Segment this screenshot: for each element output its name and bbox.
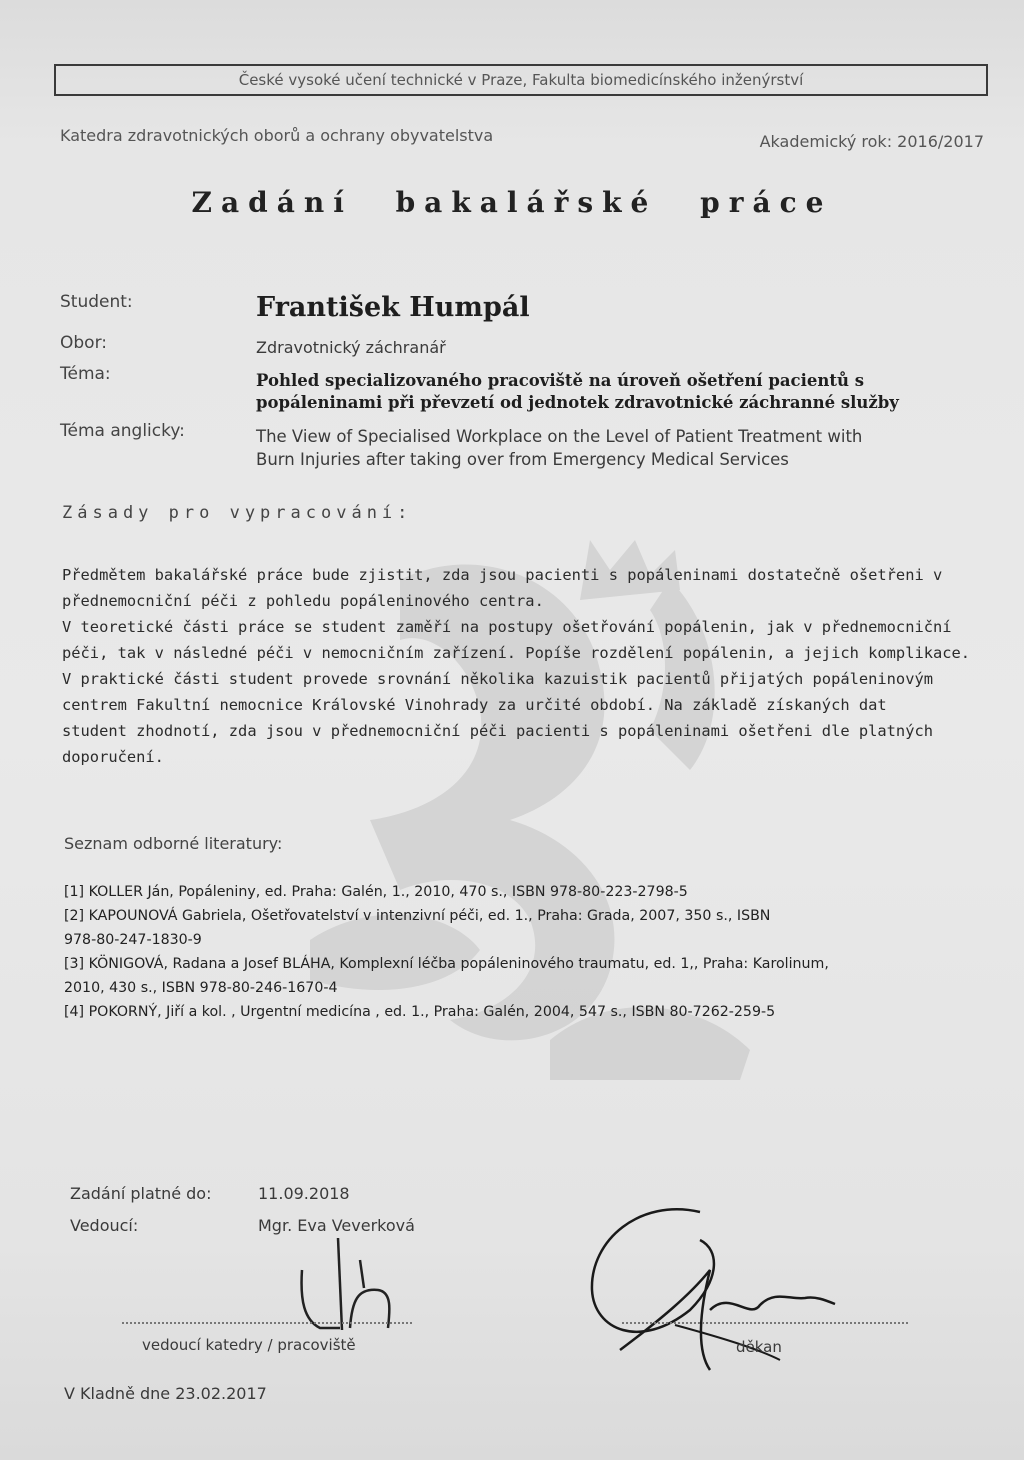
literature-list xyxy=(64,880,964,1024)
dean-signature-icon xyxy=(580,1200,840,1380)
literature-heading: Seznam odborné literatury: xyxy=(64,834,283,853)
principles-line: doporučení. xyxy=(62,748,164,766)
student-name: František Humpál xyxy=(256,292,530,323)
topic-line: popáleninami při převzetí od jednotek zdravotnické záchranné služby xyxy=(256,393,899,412)
topic-en-text xyxy=(256,425,976,471)
field-label: Obor: xyxy=(60,333,107,353)
principles-line: V teoretické části práce se student zaměří na postupy ošetřování popálenin, jak v přednemocniční xyxy=(62,618,952,636)
topic-text xyxy=(256,370,976,414)
principles-line: péči, tak v následné péči v nemocničním zařízení. Popíše rozdělení popálenin, a jejich komplikace. xyxy=(62,644,971,662)
literature-item: 2010, 430 s., ISBN 978-80-246-1670-4 xyxy=(64,980,338,996)
topic-line: Pohled specializovaného pracoviště na úroveň ošetření pacientů s xyxy=(256,371,865,390)
principles-body xyxy=(62,562,982,770)
literature-item: [4] POKORNÝ, Jiří a kol. , Urgentní medicína , ed. 1., Praha: Galén, 2004, 547 s., ISBN 80-7262-259-5 xyxy=(64,1004,776,1020)
head-of-department-label: vedoucí katedry / pracoviště xyxy=(142,1336,356,1354)
literature-item: [1] KOLLER Ján, Popáleniny, ed. Praha: Galén, 1., 2010, 470 s., ISBN 978-80-223-2798-5 xyxy=(64,884,688,900)
supervisor-label: Vedoucí: xyxy=(70,1216,139,1235)
literature-item: [2] KAPOUNOVÁ Gabriela, Ošetřovatelství v intenzivní péči, ed. 1., Praha: Grada, 2007, 350 s., ISBN xyxy=(64,908,771,924)
principles-line: V praktické části student provede srovnání několika kazuistik pacientů přijatých popáleninovým xyxy=(62,670,933,688)
valid-until-label: Zadání platné do: xyxy=(70,1184,212,1203)
academic-year: Akademický rok: 2016/2017 xyxy=(759,132,984,151)
principles-heading: Zásady pro vypracování: xyxy=(62,503,413,523)
topic-en-line: Burn Injuries after taking over from Emergency Medical Services xyxy=(256,450,789,469)
field-of-study: Zdravotnický záchranář xyxy=(256,338,446,357)
topic-en-line: The View of Specialised Workplace on the Level of Patient Treatment with xyxy=(256,427,863,446)
place-and-date: V Kladně dne 23.02.2017 xyxy=(64,1384,267,1403)
topic-label: Téma: xyxy=(60,364,111,384)
topic-en-label: Téma anglicky: xyxy=(60,421,185,441)
valid-until-date: 11.09.2018 xyxy=(258,1184,350,1203)
principles-line: centrem Fakultní nemocnice Královské Vinohrady za určité období. Na základě získaných dat xyxy=(62,696,887,714)
principles-line: student zhodnotí, zda jsou v přednemocniční péči pacienti s popáleninami ošetřeni dle platných xyxy=(62,722,933,740)
dean-signature-line xyxy=(622,1322,908,1324)
dean-label: děkan xyxy=(736,1338,782,1356)
department-name: Katedra zdravotnických oborů a ochrany obyvatelstva xyxy=(60,126,494,145)
literature-item: [3] KÖNIGOVÁ, Radana a Josef BLÁHA, Komplexní léčba popáleninového traumatu, ed. 1,, Praha: Karolinum, xyxy=(64,956,829,972)
literature-item: 978-80-247-1830-9 xyxy=(64,932,202,948)
principles-line: Předmětem bakalářské práce bude zjistit, zda jsou pacienti s popáleninami dostatečně ošetřeni v xyxy=(62,566,943,584)
document-title: Zadání bakalářské práce xyxy=(191,186,833,219)
principles-line: přednemocniční péči z pohledu popáleninového centra. xyxy=(62,592,544,610)
head-signature-line xyxy=(122,1322,412,1324)
supervisor-name: Mgr. Eva Veverková xyxy=(258,1216,415,1235)
institution-header: České vysoké učení technické v Praze, Fakulta biomedicínského inženýrství xyxy=(54,64,988,96)
student-label: Student: xyxy=(60,292,133,312)
